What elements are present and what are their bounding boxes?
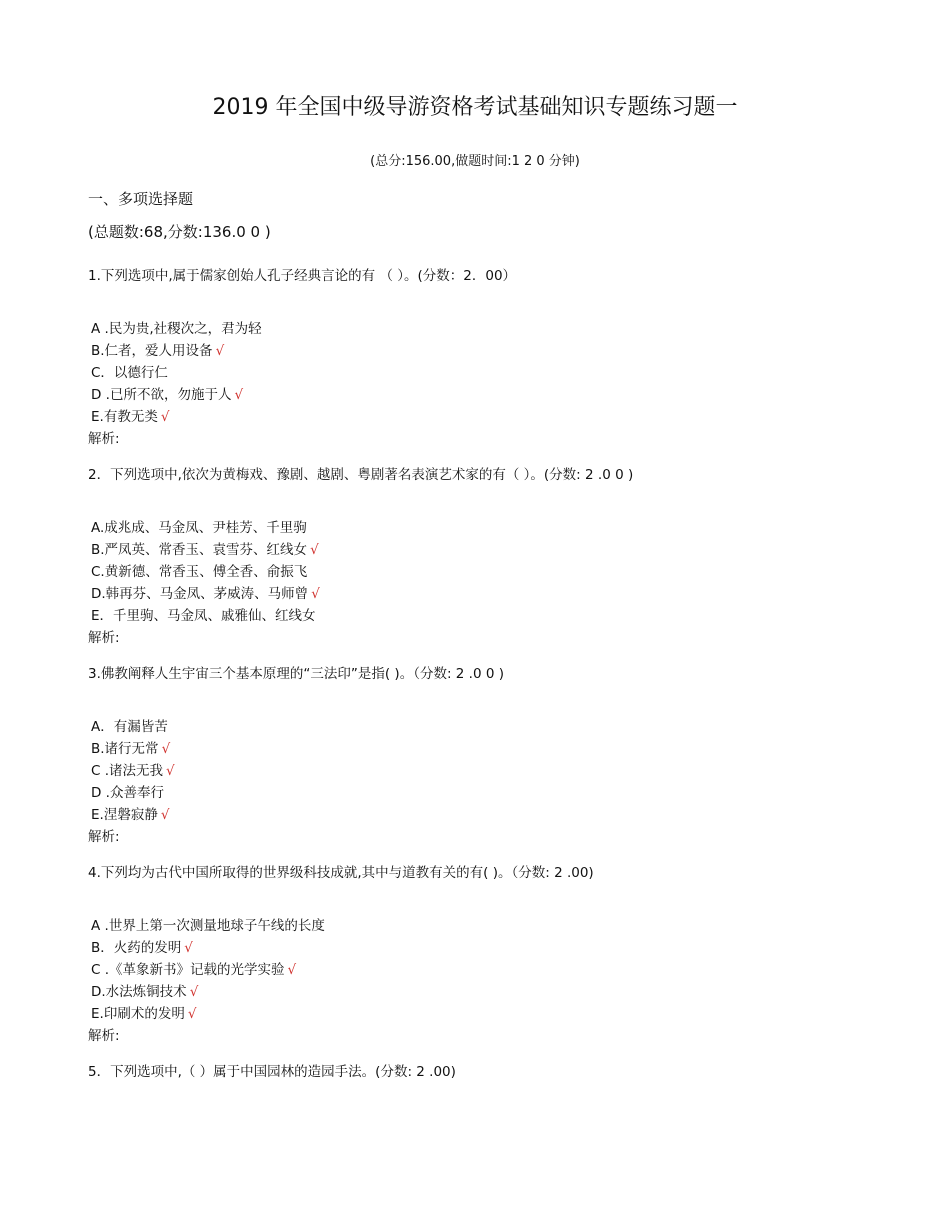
- question-stem: 1.下列选项中,属于儒家创始人孔子经典言论的有 （ ）。(分数：2．00）: [88, 268, 517, 284]
- analysis-label: 解析:: [88, 1028, 120, 1044]
- option-list: [88, 915, 888, 1025]
- answer-option-text: D.水法炼铜技术: [91, 984, 187, 1000]
- correct-check-mark: √: [184, 940, 193, 956]
- answer-option: [91, 981, 888, 1003]
- document-subtitle: (总分:156.00,做题时间:1 2 0 分钟): [370, 154, 580, 169]
- option-list: [88, 716, 888, 826]
- answer-option: [91, 605, 888, 627]
- option-list: [88, 318, 888, 428]
- answer-option: [91, 318, 888, 340]
- answer-option: [91, 937, 888, 959]
- answer-option: [91, 561, 888, 583]
- answer-option-text: E.印刷术的发明: [91, 1006, 185, 1022]
- answer-option-text: B.诸行无常: [91, 741, 159, 757]
- section-heading: 一、多项选择题: [88, 190, 194, 208]
- answer-option-text: E.有教无类: [91, 409, 158, 425]
- answer-option: [91, 583, 888, 605]
- answer-option: [91, 1003, 888, 1025]
- analysis-label: 解析:: [88, 630, 120, 646]
- section-stats: (总题数:68,分数:136.0 0 ): [88, 223, 271, 241]
- answer-option-text: D.韩再芬、马金凤、茅威涛、马师曾: [91, 586, 309, 602]
- correct-check-mark: √: [166, 763, 175, 779]
- correct-check-mark: √: [215, 343, 225, 359]
- question-stem: 5．下列选项中,（ ）属于中国园林的造园手法。(分数: 2 .00): [88, 1064, 456, 1080]
- answer-option-text: A．有漏皆苦: [91, 719, 168, 735]
- answer-option-text: D .众善奉行: [91, 785, 164, 801]
- answer-option: [91, 406, 888, 428]
- answer-option-text: A .民为贵,社稷次之，君为轻: [91, 321, 262, 337]
- correct-check-mark: √: [234, 387, 244, 403]
- correct-check-mark: √: [310, 542, 319, 558]
- analysis-label: 解析:: [88, 431, 120, 447]
- answer-option-text: E.涅磐寂静: [91, 807, 158, 823]
- question-item: [88, 1061, 888, 1083]
- answer-option-text: B.严凤英、常香玉、袁雪芬、红线女: [91, 542, 308, 558]
- question-stem: 2．下列选项中,依次为黄梅戏、豫剧、越剧、粤剧著名表演艺术家的有（ ）。(分数: 2 .0 0 ): [88, 467, 634, 483]
- answer-option: [91, 340, 888, 362]
- answer-option: [91, 517, 888, 539]
- option-list: [88, 517, 888, 627]
- correct-check-mark: √: [189, 984, 199, 1000]
- question-list: [88, 265, 888, 1114]
- question-stem: 3.佛教阐释人生宇宙三个基本原理的“三法印”是指( )。（分数: 2 .0 0 ): [88, 666, 504, 682]
- answer-option-text: C.黄新德、常香玉、傅全香、俞振飞: [91, 564, 308, 580]
- correct-check-mark: √: [287, 962, 297, 978]
- correct-check-mark: √: [160, 409, 170, 425]
- answer-option: [91, 716, 888, 738]
- correct-check-mark: √: [311, 586, 320, 602]
- question-item: [88, 464, 888, 649]
- answer-option: [91, 362, 888, 384]
- question-item: [88, 862, 888, 1047]
- answer-option-text: A .世界上第一次测量地球子午线的长度: [91, 918, 325, 934]
- question-stem: 4.下列均为古代中国所取得的世界级科技成就,其中与道教有关的有( )。（分数: 2 .00): [88, 865, 594, 881]
- answer-option-text: B．火药的发明: [91, 940, 182, 956]
- answer-option-text: D .已所不欲，勿施于人: [91, 387, 232, 403]
- answer-option-text: C．以德行仁: [91, 365, 168, 381]
- answer-option-text: C .诸法无我: [91, 763, 164, 779]
- answer-option-text: C .《革象新书》记载的光学实验: [91, 962, 285, 978]
- answer-option: [91, 959, 888, 981]
- question-item: [88, 663, 888, 848]
- analysis-label: 解析:: [88, 829, 120, 845]
- answer-option-text: A.成兆成、马金凤、尹桂芳、千里驹: [91, 520, 307, 536]
- answer-option: [91, 738, 888, 760]
- correct-check-mark: √: [160, 807, 170, 823]
- answer-option-text: E．千里驹、马金凤、戚雅仙、红线女: [91, 608, 316, 624]
- correct-check-mark: √: [161, 741, 171, 757]
- answer-option: [91, 384, 888, 406]
- document-title: 2019 年全国中级导游资格考试基础知识专题练习题一: [212, 95, 738, 120]
- answer-option: [91, 539, 888, 561]
- answer-option: [91, 915, 888, 937]
- question-item: [88, 265, 888, 450]
- answer-option: [91, 782, 888, 804]
- correct-check-mark: √: [187, 1006, 197, 1022]
- answer-option: [91, 804, 888, 826]
- answer-option: [91, 760, 888, 782]
- answer-option-text: B.仁者，爱人用设备: [91, 343, 213, 359]
